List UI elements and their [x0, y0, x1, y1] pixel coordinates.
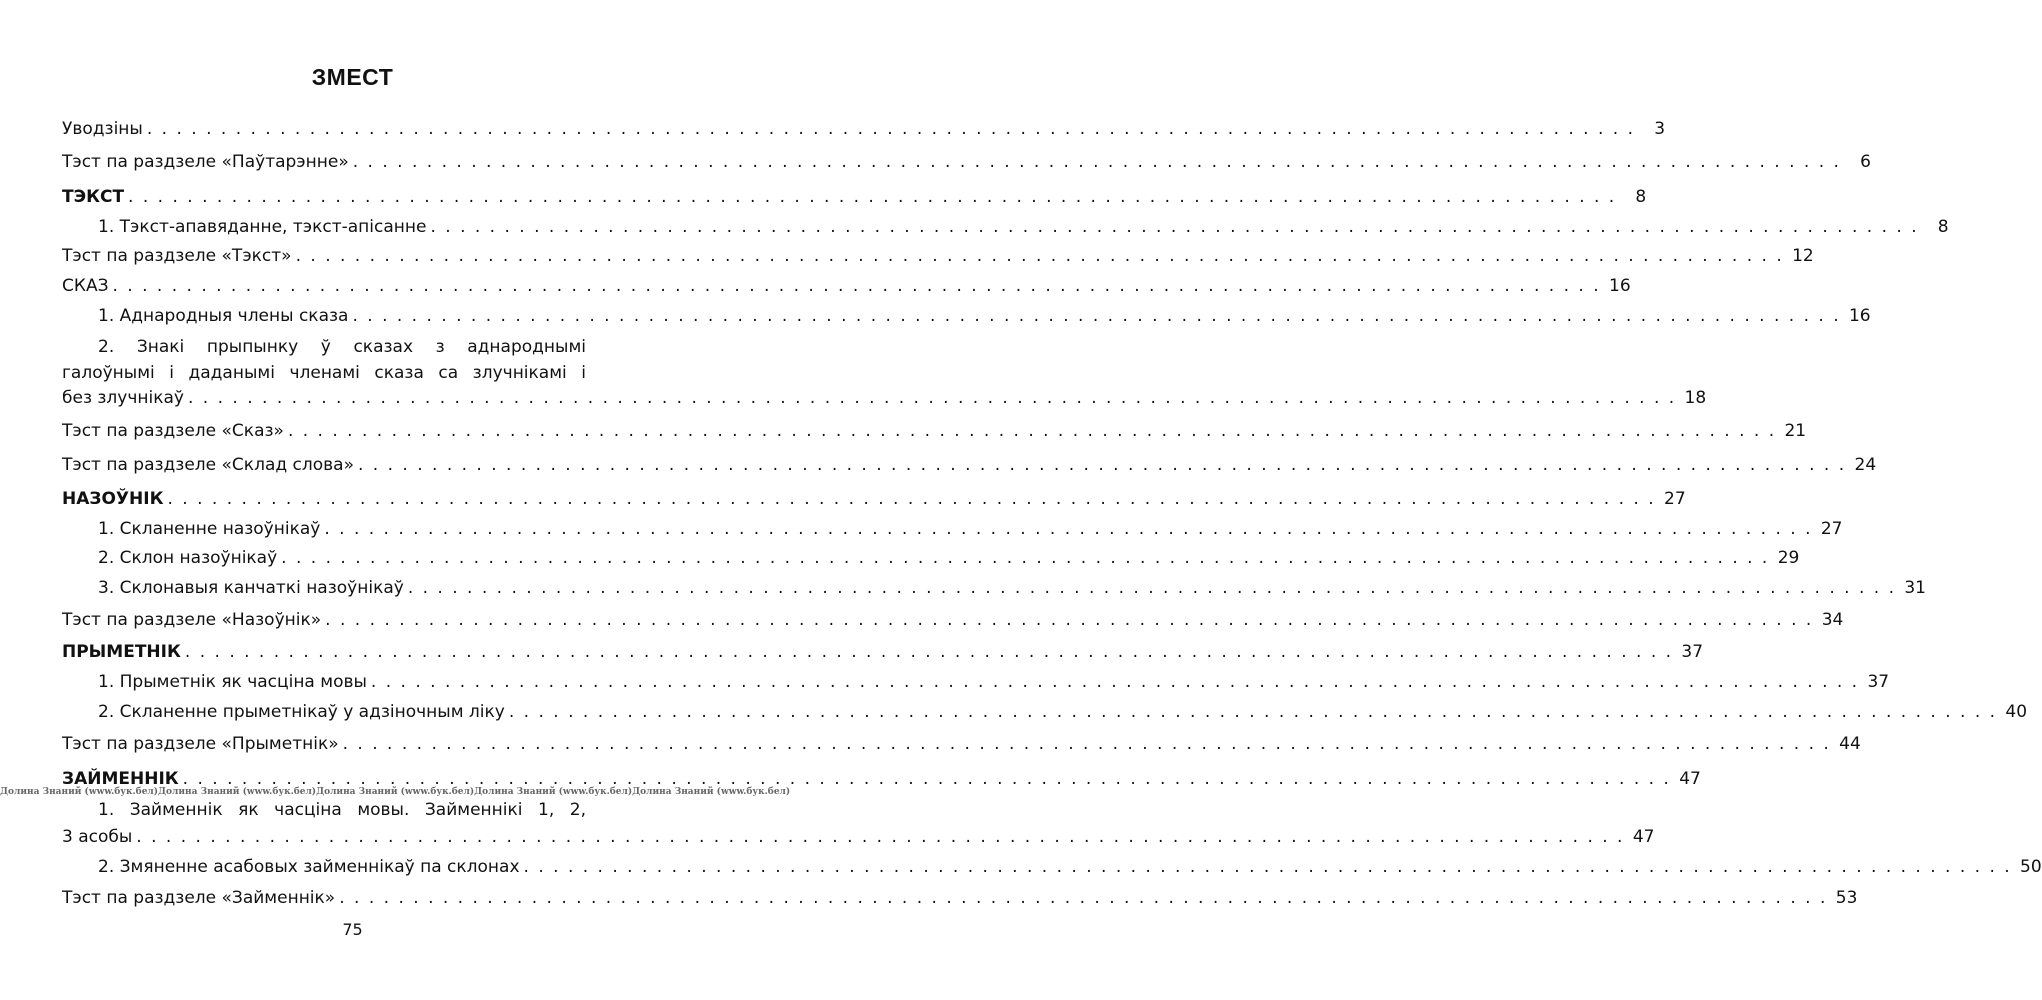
toc-entry-text: Уводзіны [62, 119, 143, 139]
toc-entry-text: 1. Аднародныя члены сказа [98, 306, 349, 326]
toc-entry-text: Тэст па раздзеле «Тэкст» [62, 246, 292, 266]
toc-entry[interactable] [62, 822, 1655, 848]
leader-dots [143, 118, 1641, 140]
toc-entry-page: 37 [1867, 672, 1890, 692]
toc-entry[interactable] [62, 383, 1707, 409]
toc-section-text: НАЗОЎНІК [62, 489, 164, 509]
leader-dots [108, 275, 1606, 297]
toc-entry-page: 40 [2005, 702, 2028, 722]
toc-entry[interactable] [62, 883, 1858, 909]
toc-entry-text: 3 асобы [62, 827, 133, 847]
toc-entry-page: 50 [2020, 857, 2042, 877]
toc-entry-line: 1. Займеннік як часціна мовы. Займеннікі 1, 2, [98, 800, 586, 820]
leader-dots [505, 701, 2003, 723]
toc-entry[interactable] [62, 147, 1871, 173]
toc-entry-page: 24 [1854, 455, 1877, 475]
leader-dots [520, 856, 2018, 878]
leader-dots [339, 733, 1837, 755]
toc-entry-page: 6 [1860, 152, 1871, 172]
toc-entry-text: 1. Скланенне назоўнікаў [98, 519, 321, 539]
toc-section[interactable] [62, 271, 1631, 297]
toc-entry-page: 21 [1784, 421, 1807, 441]
leader-dots [320, 518, 1818, 540]
toc-entry-line: 2. Знакі прыпынку ў сказах з аднароднымі [98, 337, 586, 357]
toc-entry[interactable] [62, 114, 1666, 140]
toc-section-text: ЗАЙМЕННІК [62, 769, 179, 789]
toc-entry-text: 2. Змяненне асабовых займеннікаў па склонах [98, 857, 520, 877]
leader-dots [321, 609, 1819, 631]
toc-entry-page: 31 [1904, 578, 1926, 598]
toc-entry[interactable] [62, 605, 1844, 631]
toc-entry[interactable] [62, 697, 2028, 723]
toc-entry[interactable] [62, 573, 1926, 599]
toc-entry-page: 8 [1635, 187, 1647, 207]
toc-entry-page: 12 [1792, 246, 1814, 266]
toc-entry-page: 16 [1848, 306, 1871, 326]
toc-entry[interactable] [62, 450, 1877, 476]
leader-dots [354, 454, 1852, 476]
toc-entry[interactable] [62, 543, 1800, 569]
leader-dots [184, 387, 1682, 409]
toc-entry-text: 3. Склонавыя канчаткі назоўнікаў [98, 578, 404, 598]
toc-entry-page: 47 [1679, 769, 1701, 789]
toc-entry-text: Тэст па раздзеле «Склад слова» [62, 455, 354, 475]
watermark-text: Долина Знаний (www.бук.бел) [316, 787, 475, 797]
toc-entry[interactable] [62, 241, 1814, 267]
toc-entry-text: Тэст па раздзеле «Прыметнік» [62, 734, 339, 754]
toc-entry-page: 47 [1632, 827, 1655, 847]
toc-entry-text: Тэст па раздзеле «Паўтарэнне» [62, 152, 349, 172]
toc-entry-text: 1. Тэкст-апавяданне, тэкст-апісанне [98, 217, 427, 237]
leader-dots [367, 671, 1865, 693]
watermark-strip [0, 787, 791, 801]
toc-entry[interactable] [62, 416, 1807, 442]
toc-section-text: СКАЗ [62, 276, 109, 296]
toc-entry-text: Тэст па раздзеле «Назоўнік» [62, 610, 322, 630]
leader-dots [277, 547, 1775, 569]
page-title: ЗМЕСТ [311, 64, 394, 90]
toc-entry-text: Тэст па раздзеле «Сказ» [62, 421, 284, 441]
page-number: 75 [342, 920, 363, 939]
toc-entry-text: Тэст па раздзеле «Займеннік» [62, 888, 336, 908]
toc-entry-page: 27 [1664, 489, 1686, 509]
leader-dots [132, 826, 1630, 848]
leader-dots [348, 305, 1846, 327]
leader-dots [335, 887, 1833, 909]
leader-dots [124, 186, 1622, 208]
toc-entry-page: 8 [1937, 217, 1949, 237]
toc-section-text: ПРЫМЕТНІК [62, 642, 181, 662]
toc-entry-page: 53 [1835, 888, 1858, 908]
toc-section[interactable] [62, 182, 1647, 208]
leader-dots [426, 216, 1924, 238]
watermark-text: Долина Знаний (www.бук.бел) [632, 787, 791, 797]
leader-dots [163, 488, 1661, 510]
leader-dots [404, 577, 1902, 599]
watermark-text: Долина Знаний (www.бук.бел) [158, 787, 317, 797]
leader-dots [349, 151, 1847, 173]
toc-entry[interactable] [62, 301, 1871, 327]
toc-entry-text: без злучнікаў [62, 388, 184, 408]
toc-entry-page: 16 [1609, 276, 1631, 296]
toc-entry[interactable] [62, 729, 1861, 755]
toc-entry-text: 2. Склон назоўнікаў [98, 548, 278, 568]
toc-entry-page: 37 [1681, 642, 1704, 662]
toc-entry-page: 3 [1654, 119, 1666, 139]
toc-entry-page: 27 [1820, 519, 1843, 539]
leader-dots [181, 641, 1679, 663]
toc-entry-line: галоўнымі і даданымі членамі сказа са злучнікамі і [62, 363, 586, 383]
toc-entry-text: 2. Скланенне прыметнікаў у адзіночным ліку [98, 702, 505, 722]
toc-entry-page: 34 [1821, 610, 1844, 630]
watermark-text: Долина Знаний (www.бук.бел) [474, 787, 633, 797]
toc-entry[interactable] [62, 667, 1890, 693]
watermark-text: Долина Знаний (www.бук.бел) [0, 787, 159, 797]
toc-entry[interactable] [62, 852, 2042, 878]
leader-dots [292, 245, 1790, 267]
toc-entry-page: 44 [1839, 734, 1861, 754]
toc-section-text: ТЭКСТ [62, 187, 125, 207]
toc-entry[interactable] [62, 514, 1843, 540]
toc-section[interactable] [62, 637, 1704, 663]
leader-dots [284, 420, 1782, 442]
toc-entry-page: 18 [1684, 388, 1707, 408]
toc-entry-text: 1. Прыметнік як часціна мовы [98, 672, 367, 692]
toc-entry[interactable] [62, 212, 1949, 238]
toc-entry-page: 29 [1777, 548, 1800, 568]
toc-section[interactable] [62, 484, 1686, 510]
